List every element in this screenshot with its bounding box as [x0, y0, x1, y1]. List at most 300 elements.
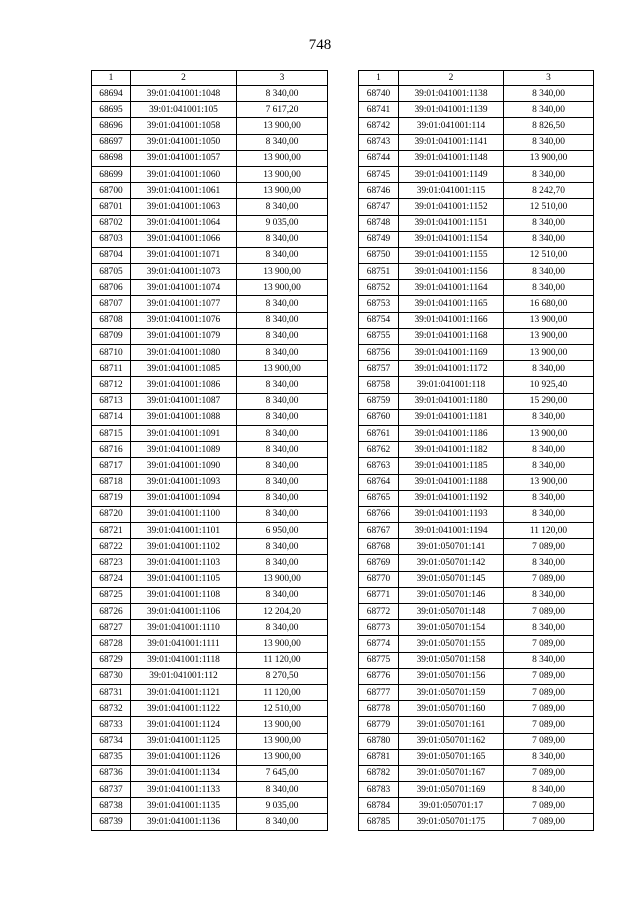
row-number: 68744 — [359, 150, 399, 166]
value: 8 340,00 — [237, 247, 328, 263]
table-row — [92, 814, 328, 830]
table-row — [92, 765, 328, 781]
row-number: 68714 — [92, 409, 131, 425]
row-number: 68747 — [359, 199, 399, 215]
row-number: 68719 — [92, 490, 131, 506]
row-number: 68777 — [359, 684, 399, 700]
value: 8 340,00 — [237, 782, 328, 798]
table-row — [92, 571, 328, 587]
cadastral-number: 39:01:041001:1108 — [131, 587, 237, 603]
value: 12 510,00 — [237, 701, 328, 717]
cadastral-number: 39:01:041001:1101 — [131, 523, 237, 539]
table-row — [359, 701, 594, 717]
value: 7 089,00 — [504, 604, 594, 620]
table-row — [92, 539, 328, 555]
cadastral-number: 39:01:041001:1152 — [399, 199, 504, 215]
cadastral-number: 39:01:050701:142 — [399, 555, 504, 571]
row-number: 68712 — [92, 377, 131, 393]
table-row — [359, 539, 594, 555]
table-row — [359, 345, 594, 361]
row-number: 68701 — [92, 199, 131, 215]
row-number: 68784 — [359, 798, 399, 814]
cadastral-number: 39:01:050701:145 — [399, 571, 504, 587]
row-number: 68768 — [359, 539, 399, 555]
table-row — [359, 555, 594, 571]
value: 13 900,00 — [504, 345, 594, 361]
table-header-row — [92, 71, 328, 86]
cadastral-number: 39:01:041001:1186 — [399, 425, 504, 441]
table-row — [359, 587, 594, 603]
value: 8 340,00 — [237, 620, 328, 636]
value: 8 242,70 — [504, 183, 594, 199]
cadastral-number: 39:01:041001:115 — [399, 183, 504, 199]
value: 13 900,00 — [504, 150, 594, 166]
row-number: 68769 — [359, 555, 399, 571]
value: 12 510,00 — [504, 199, 594, 215]
cadastral-number: 39:01:041001:1135 — [131, 798, 237, 814]
cadastral-number: 39:01:041001:1064 — [131, 215, 237, 231]
cadastral-number: 39:01:041001:1060 — [131, 166, 237, 182]
row-number: 68749 — [359, 231, 399, 247]
cadastral-number: 39:01:041001:1111 — [131, 636, 237, 652]
cadastral-number: 39:01:041001:1048 — [131, 86, 237, 102]
value: 9 035,00 — [237, 215, 328, 231]
column-header: 3 — [237, 71, 328, 86]
value: 13 900,00 — [504, 425, 594, 441]
table-row — [359, 264, 594, 280]
table-row — [359, 118, 594, 134]
table-row — [92, 183, 328, 199]
cadastral-number: 39:01:041001:112 — [131, 668, 237, 684]
table-row — [92, 377, 328, 393]
cadastral-number: 39:01:041001:1148 — [399, 150, 504, 166]
value: 13 900,00 — [237, 571, 328, 587]
value: 8 340,00 — [237, 199, 328, 215]
row-number: 68746 — [359, 183, 399, 199]
cadastral-number: 39:01:041001:1134 — [131, 765, 237, 781]
row-number: 68727 — [92, 620, 131, 636]
value: 8 340,00 — [237, 296, 328, 312]
row-number: 68766 — [359, 506, 399, 522]
value: 8 340,00 — [237, 425, 328, 441]
cadastral-number: 39:01:041001:1071 — [131, 247, 237, 263]
row-number: 68753 — [359, 296, 399, 312]
table-row — [359, 247, 594, 263]
value: 7 089,00 — [504, 701, 594, 717]
table-row — [359, 571, 594, 587]
value: 8 826,50 — [504, 118, 594, 134]
cadastral-number: 39:01:041001:1182 — [399, 442, 504, 458]
value: 8 340,00 — [237, 231, 328, 247]
cadastral-number: 39:01:041001:1156 — [399, 264, 504, 280]
cadastral-number: 39:01:041001:1086 — [131, 377, 237, 393]
value: 13 900,00 — [504, 328, 594, 344]
table-row — [359, 668, 594, 684]
table-row — [92, 199, 328, 215]
value: 8 340,00 — [237, 474, 328, 490]
table-row — [359, 231, 594, 247]
table-row — [92, 668, 328, 684]
row-number: 68759 — [359, 393, 399, 409]
table-row — [92, 782, 328, 798]
cadastral-number: 39:01:041001:1125 — [131, 733, 237, 749]
value: 6 950,00 — [237, 523, 328, 539]
table-row — [92, 409, 328, 425]
table-row — [92, 425, 328, 441]
row-number: 68745 — [359, 166, 399, 182]
value: 8 340,00 — [504, 506, 594, 522]
cadastral-number: 39:01:041001:1058 — [131, 118, 237, 134]
row-number: 68718 — [92, 474, 131, 490]
value: 12 510,00 — [504, 247, 594, 263]
row-number: 68725 — [92, 587, 131, 603]
table-row — [92, 280, 328, 296]
cadastral-number: 39:01:041001:118 — [399, 377, 504, 393]
row-number: 68773 — [359, 620, 399, 636]
value: 8 340,00 — [504, 166, 594, 182]
table-row — [359, 717, 594, 733]
row-number: 68740 — [359, 86, 399, 102]
column-header: 1 — [359, 71, 399, 86]
table-row — [92, 296, 328, 312]
table-row — [359, 652, 594, 668]
cadastral-number: 39:01:041001:1185 — [399, 458, 504, 474]
table-row — [359, 782, 594, 798]
row-number: 68697 — [92, 134, 131, 150]
table-row — [92, 247, 328, 263]
table-row — [359, 620, 594, 636]
value: 10 925,40 — [504, 377, 594, 393]
table-row — [359, 150, 594, 166]
value: 8 340,00 — [237, 458, 328, 474]
value: 8 340,00 — [237, 86, 328, 102]
value: 11 120,00 — [237, 684, 328, 700]
table-row — [359, 523, 594, 539]
table-row — [92, 523, 328, 539]
cadastral-number: 39:01:050701:167 — [399, 765, 504, 781]
row-number: 68761 — [359, 425, 399, 441]
row-number: 68771 — [359, 587, 399, 603]
row-number: 68721 — [92, 523, 131, 539]
row-number: 68780 — [359, 733, 399, 749]
row-number: 68782 — [359, 765, 399, 781]
table-row — [359, 296, 594, 312]
row-number: 68765 — [359, 490, 399, 506]
table-row — [359, 199, 594, 215]
cadastral-number: 39:01:041001:1155 — [399, 247, 504, 263]
cadastral-number: 39:01:041001:1090 — [131, 458, 237, 474]
row-number: 68704 — [92, 247, 131, 263]
value: 8 340,00 — [504, 442, 594, 458]
row-number: 68781 — [359, 749, 399, 765]
value: 7 089,00 — [504, 684, 594, 700]
table-row — [92, 749, 328, 765]
row-number: 68778 — [359, 701, 399, 717]
table-row — [92, 717, 328, 733]
cadastral-number: 39:01:041001:114 — [399, 118, 504, 134]
value: 7 089,00 — [504, 539, 594, 555]
cadastral-number: 39:01:041001:1088 — [131, 409, 237, 425]
row-number: 68783 — [359, 782, 399, 798]
value: 7 089,00 — [504, 668, 594, 684]
row-number: 68742 — [359, 118, 399, 134]
table-row — [92, 604, 328, 620]
table-body-right — [359, 86, 594, 831]
table-row — [359, 798, 594, 814]
value: 7 089,00 — [504, 717, 594, 733]
value: 13 900,00 — [237, 166, 328, 182]
value: 8 340,00 — [504, 587, 594, 603]
row-number: 68733 — [92, 717, 131, 733]
value: 8 340,00 — [504, 102, 594, 118]
cadastral-number: 39:01:041001:1168 — [399, 328, 504, 344]
value: 8 340,00 — [237, 814, 328, 830]
value: 8 340,00 — [504, 620, 594, 636]
table-row — [359, 361, 594, 377]
row-number: 68760 — [359, 409, 399, 425]
value: 8 340,00 — [504, 749, 594, 765]
table-row — [92, 701, 328, 717]
value: 8 340,00 — [504, 215, 594, 231]
cadastral-number: 39:01:041001:1188 — [399, 474, 504, 490]
table-row — [92, 733, 328, 749]
table-row — [92, 684, 328, 700]
table-row — [92, 555, 328, 571]
cadastral-number: 39:01:041001:1061 — [131, 183, 237, 199]
cadastral-number: 39:01:050701:156 — [399, 668, 504, 684]
table-row — [92, 118, 328, 134]
row-number: 68728 — [92, 636, 131, 652]
row-number: 68750 — [359, 247, 399, 263]
row-number: 68729 — [92, 652, 131, 668]
row-number: 68735 — [92, 749, 131, 765]
table-row — [92, 264, 328, 280]
row-number: 68702 — [92, 215, 131, 231]
value: 8 340,00 — [504, 361, 594, 377]
data-table-left — [91, 70, 328, 831]
cadastral-number: 39:01:041001:105 — [131, 102, 237, 118]
value: 8 340,00 — [237, 377, 328, 393]
data-table-right — [358, 70, 594, 831]
value: 8 340,00 — [237, 587, 328, 603]
value: 8 340,00 — [504, 280, 594, 296]
value: 13 900,00 — [237, 183, 328, 199]
value: 13 900,00 — [237, 733, 328, 749]
column-header: 2 — [131, 71, 237, 86]
cadastral-number: 39:01:041001:1076 — [131, 312, 237, 328]
cadastral-number: 39:01:041001:1094 — [131, 490, 237, 506]
row-number: 68732 — [92, 701, 131, 717]
table-row — [92, 166, 328, 182]
cadastral-number: 39:01:050701:169 — [399, 782, 504, 798]
table-row — [359, 328, 594, 344]
cadastral-number: 39:01:041001:1087 — [131, 393, 237, 409]
value: 13 900,00 — [504, 312, 594, 328]
cadastral-number: 39:01:041001:1192 — [399, 490, 504, 506]
column-header: 2 — [399, 71, 504, 86]
cadastral-number: 39:01:041001:1106 — [131, 604, 237, 620]
value: 8 340,00 — [504, 652, 594, 668]
row-number: 68717 — [92, 458, 131, 474]
table-row — [359, 102, 594, 118]
row-number: 68706 — [92, 280, 131, 296]
table-row — [359, 183, 594, 199]
value: 9 035,00 — [237, 798, 328, 814]
table-row — [92, 328, 328, 344]
value: 8 340,00 — [237, 539, 328, 555]
table-row — [92, 620, 328, 636]
table-row — [359, 474, 594, 490]
value: 8 340,00 — [237, 328, 328, 344]
row-number: 68703 — [92, 231, 131, 247]
value: 13 900,00 — [504, 474, 594, 490]
cadastral-number: 39:01:041001:1077 — [131, 296, 237, 312]
cadastral-number: 39:01:050701:141 — [399, 539, 504, 555]
cadastral-number: 39:01:041001:1091 — [131, 425, 237, 441]
row-number: 68779 — [359, 717, 399, 733]
table-row — [92, 134, 328, 150]
cadastral-number: 39:01:041001:1126 — [131, 749, 237, 765]
value: 11 120,00 — [237, 652, 328, 668]
row-number: 68710 — [92, 345, 131, 361]
cadastral-number: 39:01:041001:1089 — [131, 442, 237, 458]
cadastral-number: 39:01:041001:1169 — [399, 345, 504, 361]
cadastral-number: 39:01:041001:1057 — [131, 150, 237, 166]
value: 13 900,00 — [237, 264, 328, 280]
value: 13 900,00 — [237, 717, 328, 733]
row-number: 68785 — [359, 814, 399, 830]
value: 12 204,20 — [237, 604, 328, 620]
value: 8 340,00 — [237, 312, 328, 328]
cadastral-number: 39:01:041001:1151 — [399, 215, 504, 231]
cadastral-number: 39:01:041001:1080 — [131, 345, 237, 361]
table-row — [92, 102, 328, 118]
row-number: 68707 — [92, 296, 131, 312]
table-row — [359, 814, 594, 830]
value: 8 340,00 — [237, 345, 328, 361]
table-row — [92, 490, 328, 506]
row-number: 68758 — [359, 377, 399, 393]
value: 8 340,00 — [504, 231, 594, 247]
value: 7 089,00 — [504, 765, 594, 781]
cadastral-number: 39:01:050701:159 — [399, 684, 504, 700]
table-row — [359, 749, 594, 765]
column-header: 3 — [504, 71, 594, 86]
cadastral-number: 39:01:041001:1194 — [399, 523, 504, 539]
row-number: 68775 — [359, 652, 399, 668]
cadastral-number: 39:01:041001:1079 — [131, 328, 237, 344]
row-number: 68741 — [359, 102, 399, 118]
row-number: 68734 — [92, 733, 131, 749]
value: 15 290,00 — [504, 393, 594, 409]
table-row — [92, 587, 328, 603]
row-number: 68708 — [92, 312, 131, 328]
row-number: 68698 — [92, 150, 131, 166]
value: 7 089,00 — [504, 571, 594, 587]
table-row — [92, 474, 328, 490]
value: 11 120,00 — [504, 523, 594, 539]
row-number: 68756 — [359, 345, 399, 361]
cadastral-number: 39:01:041001:1154 — [399, 231, 504, 247]
cadastral-number: 39:01:041001:1122 — [131, 701, 237, 717]
cadastral-number: 39:01:050701:165 — [399, 749, 504, 765]
table-row — [92, 86, 328, 102]
row-number: 68743 — [359, 134, 399, 150]
cadastral-number: 39:01:041001:1110 — [131, 620, 237, 636]
cadastral-number: 39:01:041001:1172 — [399, 361, 504, 377]
cadastral-number: 39:01:050701:146 — [399, 587, 504, 603]
value: 8 270,50 — [237, 668, 328, 684]
value: 7 089,00 — [504, 636, 594, 652]
row-number: 68754 — [359, 312, 399, 328]
table-row — [359, 377, 594, 393]
row-number: 68715 — [92, 425, 131, 441]
table-row — [359, 684, 594, 700]
value: 8 340,00 — [237, 393, 328, 409]
cadastral-number: 39:01:050701:161 — [399, 717, 504, 733]
cadastral-number: 39:01:041001:1181 — [399, 409, 504, 425]
cadastral-number: 39:01:041001:1105 — [131, 571, 237, 587]
table-row — [359, 604, 594, 620]
table-row — [92, 215, 328, 231]
table-row — [92, 798, 328, 814]
cadastral-number: 39:01:050701:160 — [399, 701, 504, 717]
table-row — [92, 442, 328, 458]
cadastral-number: 39:01:041001:1193 — [399, 506, 504, 522]
value: 16 680,00 — [504, 296, 594, 312]
value: 8 340,00 — [504, 458, 594, 474]
cadastral-number: 39:01:041001:1121 — [131, 684, 237, 700]
table-row — [359, 393, 594, 409]
table-row — [359, 458, 594, 474]
row-number: 68737 — [92, 782, 131, 798]
table-row — [359, 134, 594, 150]
row-number: 68770 — [359, 571, 399, 587]
table-row — [359, 280, 594, 296]
table-row — [359, 442, 594, 458]
value: 7 089,00 — [504, 733, 594, 749]
cadastral-number: 39:01:041001:1118 — [131, 652, 237, 668]
table-row — [359, 166, 594, 182]
value: 8 340,00 — [504, 490, 594, 506]
table-row — [359, 490, 594, 506]
value: 8 340,00 — [504, 409, 594, 425]
cadastral-number: 39:01:050701:175 — [399, 814, 504, 830]
table-row — [359, 506, 594, 522]
row-number: 68724 — [92, 571, 131, 587]
table-row — [359, 425, 594, 441]
cadastral-number: 39:01:050701:158 — [399, 652, 504, 668]
row-number: 68726 — [92, 604, 131, 620]
row-number: 68755 — [359, 328, 399, 344]
cadastral-number: 39:01:041001:1102 — [131, 539, 237, 555]
value: 7 089,00 — [504, 814, 594, 830]
table-row — [92, 361, 328, 377]
value: 8 340,00 — [237, 134, 328, 150]
row-number: 68767 — [359, 523, 399, 539]
row-number: 68713 — [92, 393, 131, 409]
cadastral-number: 39:01:041001:1050 — [131, 134, 237, 150]
row-number: 68772 — [359, 604, 399, 620]
value: 7 645,00 — [237, 765, 328, 781]
row-number: 68757 — [359, 361, 399, 377]
table-row — [92, 150, 328, 166]
row-number: 68736 — [92, 765, 131, 781]
row-number: 68764 — [359, 474, 399, 490]
cadastral-number: 39:01:041001:1149 — [399, 166, 504, 182]
value: 8 340,00 — [237, 442, 328, 458]
row-number: 68730 — [92, 668, 131, 684]
